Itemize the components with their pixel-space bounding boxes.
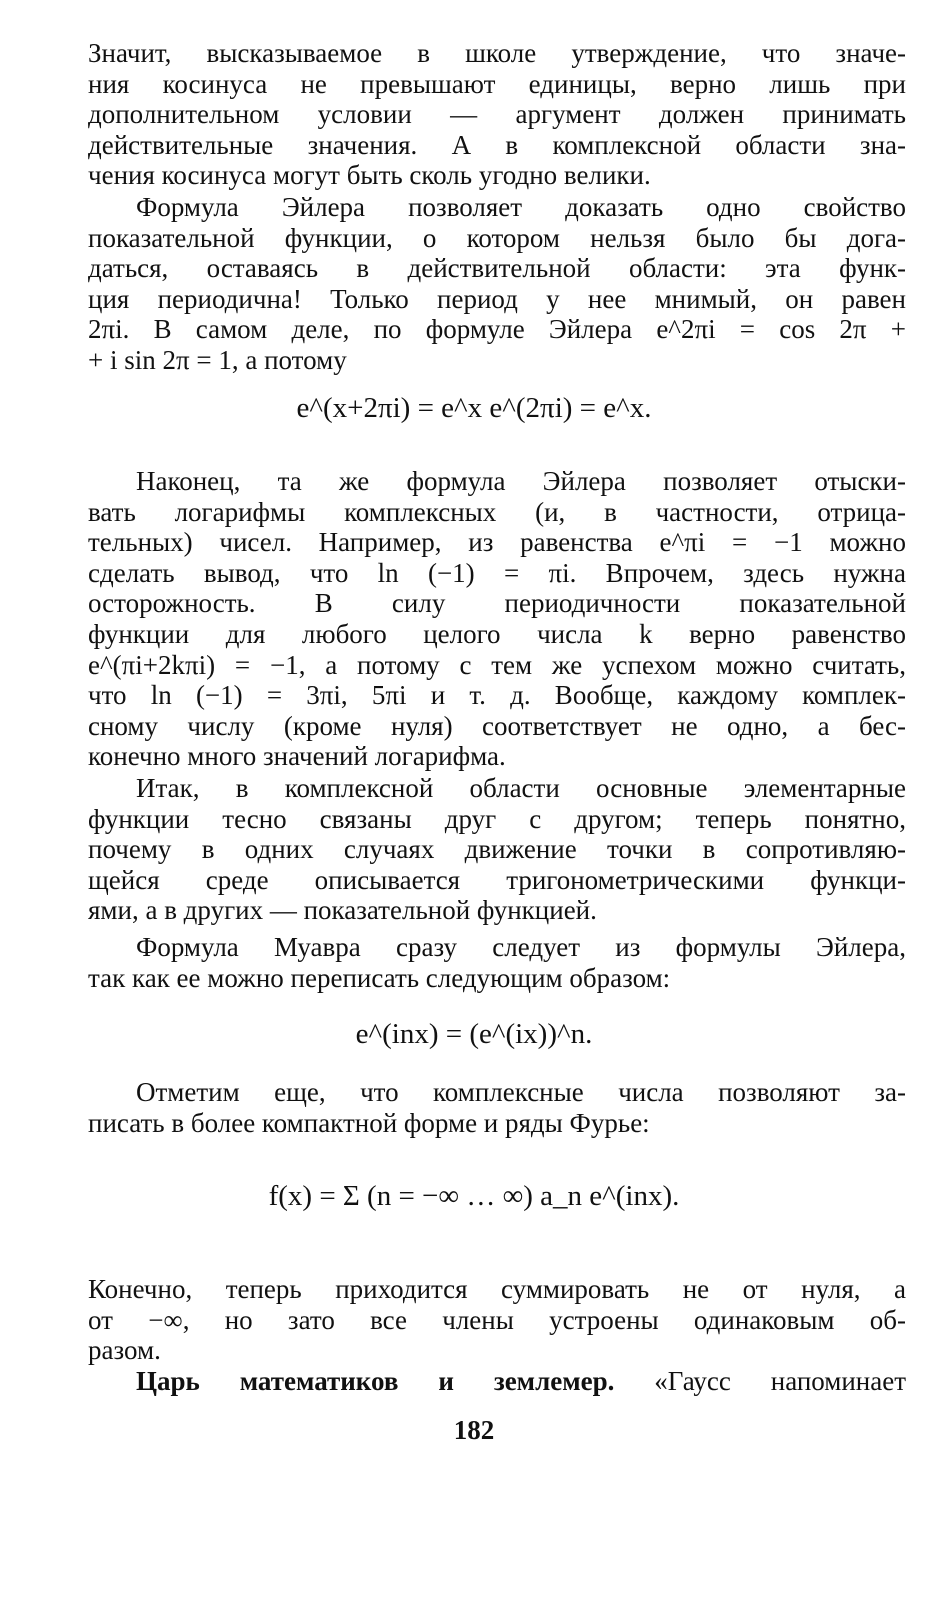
- text-line: сделать вывод, что ln (−1) = πi. Впрочем, здесь нужна: [88, 557, 906, 588]
- paragraph-1: [88, 38, 906, 191]
- text-line: осторожность. В силу периодичности показательной: [88, 588, 906, 619]
- text-line: Наконец, та же формула Эйлера позволяет отыски-: [136, 466, 906, 496]
- text-line: функции для любого целого числа k верно равенство: [88, 618, 906, 649]
- formula-euler-period: e^(x+2πi) = e^x e^(2πi) = e^x.: [296, 392, 652, 424]
- text-line: конечно много значений логарифма.: [88, 741, 506, 772]
- text-line: ями, а в других — показательной функцией.: [88, 895, 597, 926]
- text-line: e^(πi+2kπi) = −1, а потому с тем же успехом можно считать,: [88, 649, 906, 680]
- text-line: почему в одних случаях движение точки в сопротивляю-: [88, 834, 906, 865]
- paragraph-4: [88, 773, 906, 926]
- paragraph-5: [88, 932, 906, 993]
- paragraph-7: [88, 1274, 906, 1366]
- text-line: так как ее можно переписать следующим образом:: [88, 962, 671, 993]
- text-line: показательной функции, о котором нельзя было бы дога-: [88, 222, 906, 253]
- text-line: сному числу (кроме нуля) соответствует не одно, а бес-: [88, 710, 906, 741]
- text-line: ция периодична! Только период у нее мнимый, он равен: [88, 283, 906, 314]
- text-line: функции тесно связаны друг с другом; теперь понятно,: [88, 803, 906, 834]
- text-line: [88, 1366, 906, 1397]
- formula-moivre: e^(inx) = (e^(ix))^n.: [355, 1018, 593, 1050]
- section-heading: Царь математиков и землемер.: [136, 1366, 615, 1396]
- text-line: тельных) чисел. Например, из равенства e^πi = −1 можно: [88, 527, 906, 558]
- text-line: + i sin 2π = 1, а потому: [88, 344, 347, 375]
- text-line: 2πi. В самом деле, по формуле Эйлера e^2πi = cos 2π +: [88, 314, 906, 345]
- text-line: Отметим еще, что комплексные числа позволяют за-: [136, 1077, 906, 1107]
- text-line: действительные значения. А в комплексной области зна-: [88, 129, 906, 160]
- section-text: «Гаусс напоминает: [654, 1366, 907, 1396]
- text-line: даться, оставаясь в действительной области: эта функ-: [88, 253, 906, 284]
- text-line: разом.: [88, 1335, 161, 1366]
- paragraph-6: [88, 1077, 906, 1138]
- text-line: щейся среде описывается тригонометрическими функци-: [88, 864, 906, 895]
- text-line: ния косинуса не превышают единицы, верно лишь при: [88, 68, 906, 99]
- page-number: 182: [453, 1415, 495, 1445]
- formula-fourier-series: f(x) = Σ (n = −∞ … ∞) a_n e^(inx).: [268, 1180, 680, 1212]
- text-line: дополнительном условии — аргумент должен принимать: [88, 99, 906, 130]
- text-line: чения косинуса могут быть сколь угодно велики.: [88, 160, 651, 191]
- text-line: Итак, в комплексной области основные элементарные: [136, 773, 906, 803]
- text-line: вать логарифмы комплексных (и, в частности, отрица-: [88, 496, 906, 527]
- section-start: [88, 1366, 906, 1397]
- text-line: Формула Муавра сразу следует из формулы Эйлера,: [136, 932, 906, 962]
- text-line: от −∞, но зато все члены устроены одинаковым об-: [88, 1304, 906, 1335]
- text-line: Формула Эйлера позволяет доказать одно свойство: [136, 192, 906, 222]
- text-line: Значит, высказываемое в школе утверждение, что значе-: [88, 38, 906, 68]
- text-line: Конечно, теперь приходится суммировать не от нуля, а: [88, 1274, 906, 1304]
- paragraph-3: [88, 466, 906, 772]
- text-line: что ln (−1) = 3πi, 5πi и т. д. Вообще, каждому комплек-: [88, 680, 906, 711]
- paragraph-2: [88, 192, 906, 376]
- text-line: писать в более компактной форме и ряды Фурье:: [88, 1107, 650, 1138]
